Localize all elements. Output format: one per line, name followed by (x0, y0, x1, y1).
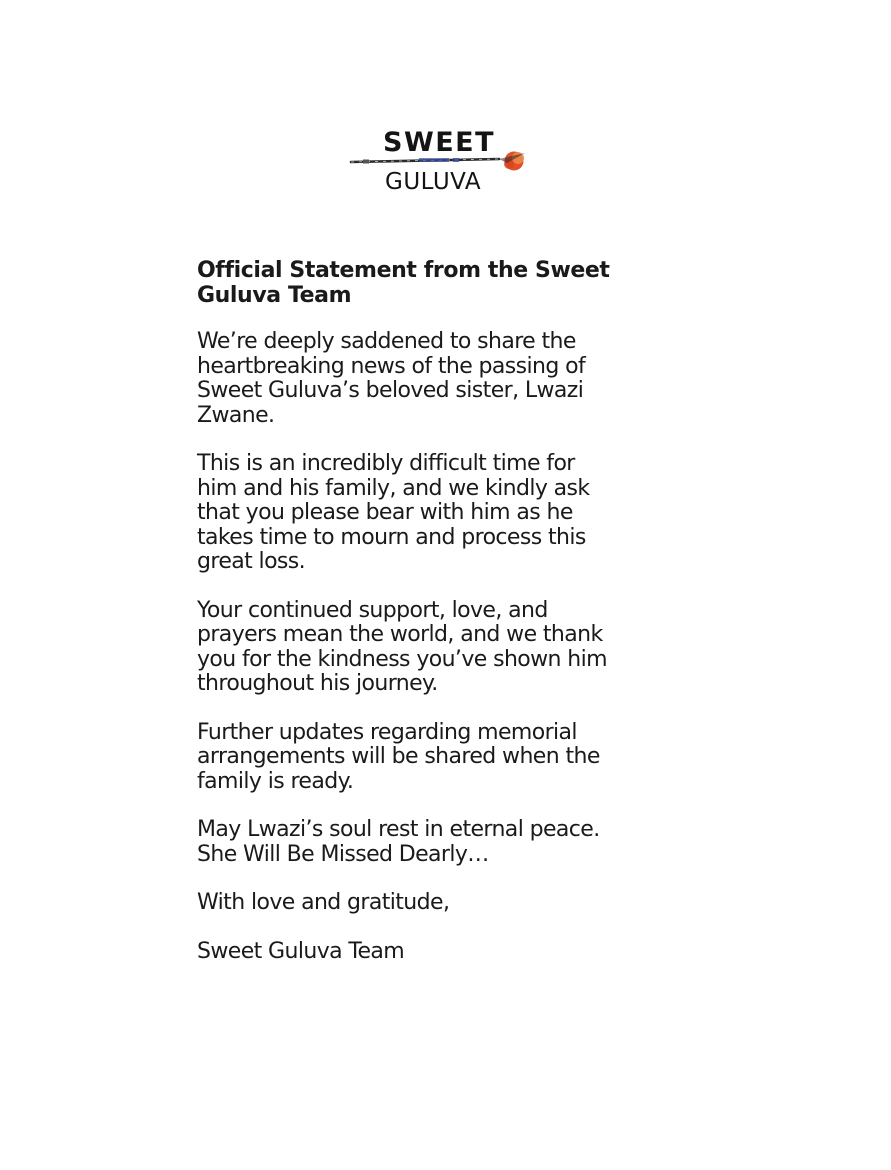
text-line: She Will Be Missed Dearly… (197, 841, 489, 867)
paragraph-request (197, 452, 717, 575)
text-line: We’re deeply saddened to share the (197, 329, 576, 354)
paragraph-closing (197, 891, 717, 916)
text-line: Further updates regarding memorial (197, 719, 577, 745)
paragraph-announcement (197, 330, 717, 428)
text-line: throughout his journey. (197, 671, 438, 696)
text-line: arrangements will be shared when the (197, 744, 600, 769)
paragraph-updates (197, 721, 717, 795)
text-line: prayers mean the world, and we thank (197, 622, 603, 647)
paragraph-signature (197, 940, 717, 965)
statement-body (197, 258, 717, 988)
text-line: great loss. (197, 549, 306, 574)
text-line: With love and gratitude, (197, 890, 450, 915)
text-line: Your continued support, love, and (197, 597, 548, 623)
title-line: Official Statement from the Sweet (197, 258, 610, 283)
text-line: Zwane. (197, 402, 275, 428)
text-line: heartbreaking news of the passing of (197, 353, 586, 379)
logo-word-guluva: GULUVA (385, 169, 482, 195)
logo-word-sweet: SWEET (383, 127, 496, 158)
paragraph-thanks (197, 599, 717, 697)
text-line: you for the kindness you’ve shown him (197, 646, 607, 672)
statement-title (197, 258, 717, 308)
title-line: Guluva Team (197, 283, 352, 308)
brand-logo (349, 128, 533, 198)
text-line: This is an incredibly difficult time for (197, 451, 575, 476)
text-line: that you please bear with him as he (197, 500, 573, 525)
text-line: family is ready. (197, 768, 354, 794)
text-line: takes time to mourn and process this (197, 524, 586, 550)
text-line: him and his family, and we kindly ask (197, 475, 590, 501)
paragraph-farewell (197, 818, 717, 867)
text-line: Sweet Guluva Team (197, 938, 405, 964)
text-line: Sweet Guluva’s beloved sister, Lwazi (197, 378, 584, 403)
text-line: May Lwazi’s soul rest in eternal peace. (197, 817, 600, 842)
